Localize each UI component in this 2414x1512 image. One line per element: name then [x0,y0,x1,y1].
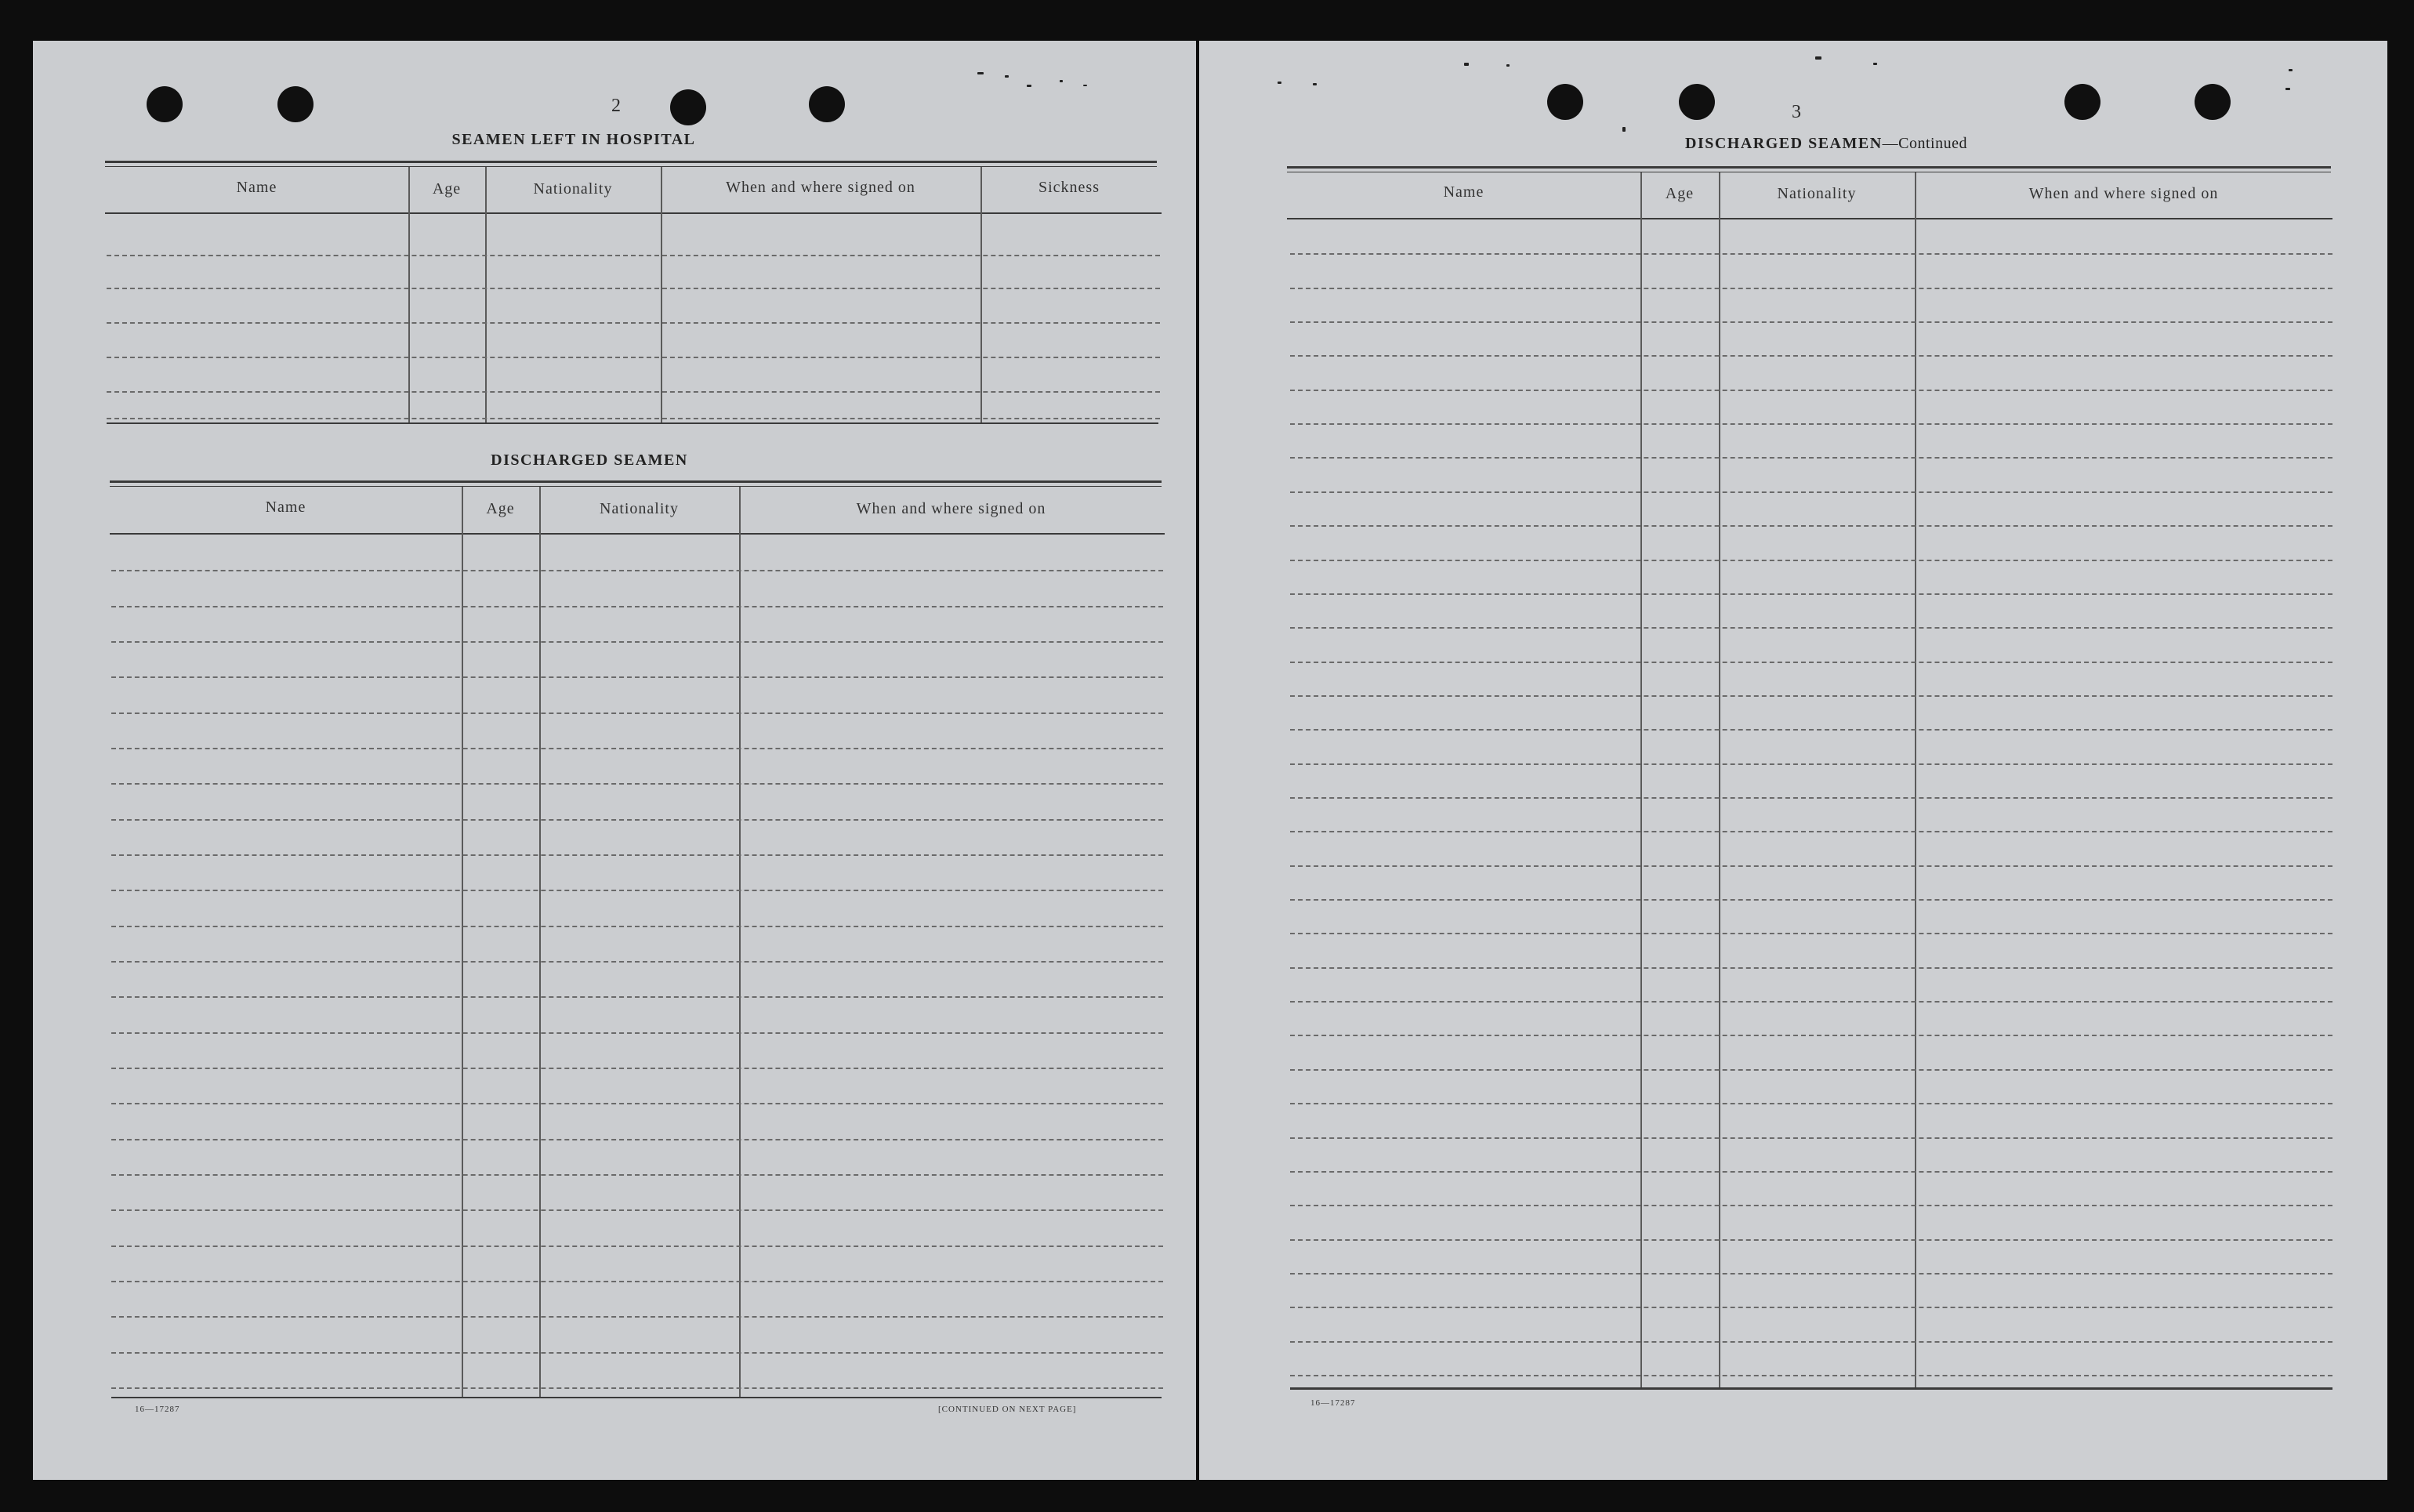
table-row [1290,627,2332,629]
column-divider [462,487,463,1397]
table-row [111,1387,1163,1389]
column-header-sickness: Sickness [1038,179,1100,196]
table-row [111,1352,1163,1354]
table-row [1290,593,2332,595]
table-row [111,606,1163,607]
table-row [1290,1273,2332,1275]
table-row [111,641,1163,643]
table-row [1290,321,2332,323]
page-number: 3 [1792,102,1801,122]
table-row [107,322,1160,324]
table-row [107,255,1160,256]
scan-speck [1005,75,1009,78]
table-row [1290,390,2332,391]
table-row [1290,967,2332,969]
table-bottom-rule [107,422,1158,424]
table-row [1290,1035,2332,1036]
table-row [111,1316,1163,1318]
table-row [1290,560,2332,561]
table-row [1290,457,2332,459]
column-header-age: Age [486,500,515,517]
table-row [1290,253,2332,255]
scan-speck [977,72,984,74]
table-row [111,570,1163,571]
table-row [111,1103,1163,1104]
column-divider [739,487,741,1397]
table-row [107,288,1160,289]
column-header-nationality: Nationality [533,180,613,198]
form-number: 16—17287 [135,1405,180,1414]
punch-hole [1679,84,1715,120]
left-page [33,41,1196,1480]
column-header-nationality: Nationality [1777,185,1857,202]
column-divider [661,167,662,422]
column-header-age: Age [432,180,462,198]
scan-speck [1083,85,1087,86]
table-row [1290,662,2332,663]
table-row [111,1281,1163,1282]
scan-speck [1622,127,1626,132]
table-row [111,783,1163,785]
column-header-signed-on: When and where signed on [2028,185,2219,202]
column-header-name: Name [236,179,277,196]
table-row [1290,525,2332,527]
table-top-rule-thin [110,486,1162,487]
table-bottom-rule [111,1397,1162,1398]
table-row [1290,1239,2332,1241]
table-row [111,1139,1163,1140]
table-bottom-rule [1290,1387,2332,1390]
scan-speck [1027,85,1031,87]
table-row [111,996,1163,998]
table-row [1290,831,2332,832]
header-rule [110,533,1165,535]
table-row [1290,491,2332,493]
table-row [1290,1341,2332,1343]
scan-speck [1815,56,1821,60]
column-header-age: Age [1665,185,1695,202]
table-row [1290,899,2332,901]
punch-hole [2195,84,2231,120]
punch-hole [147,86,183,122]
table-row [1290,865,2332,867]
scan-speck [2289,69,2293,71]
column-header-signed-on: When and where signed on [856,500,1046,517]
table-row [1290,1001,2332,1003]
discharged-section-title: DISCHARGED SEAMEN [491,451,688,469]
punch-hole [2064,84,2100,120]
table-row [1290,695,2332,697]
scan-speck [1313,83,1317,85]
column-header-name: Name [265,499,306,516]
column-divider [539,487,541,1397]
table-row [1290,797,2332,799]
table-row [111,890,1163,891]
column-divider [980,167,982,422]
hospital-section-title: SEAMEN LEFT IN HOSPITAL [451,131,696,148]
table-top-rule [1287,166,2331,169]
table-row [1290,1137,2332,1139]
punch-hole [277,86,314,122]
punch-hole [670,89,706,125]
table-row [1290,1103,2332,1104]
continued-note: [CONTINUED ON NEXT PAGE] [938,1405,1077,1414]
table-row [111,926,1163,927]
column-header-signed-on: When and where signed on [726,179,915,196]
table-row [111,1032,1163,1034]
table-row [1290,1171,2332,1173]
table-top-rule-thin [105,166,1157,167]
table-row [111,1174,1163,1176]
column-header-nationality: Nationality [600,500,679,517]
header-rule [1287,218,2332,219]
table-row [111,1245,1163,1247]
table-top-rule [110,480,1162,483]
discharged-continued-title [1622,135,1967,153]
table-row [107,418,1160,419]
table-row [111,854,1163,856]
table-row [1290,729,2332,731]
punch-hole [809,86,845,122]
column-divider [485,167,487,422]
column-header-name: Name [1443,183,1484,201]
scan-speck [1278,82,1281,84]
section-title-suffix: —Continued [1882,135,1967,152]
scan-speck [1464,63,1469,66]
right-page [1199,41,2387,1480]
punch-hole [1547,84,1583,120]
column-divider [408,167,410,422]
table-top-rule [105,161,1157,163]
scan-speck [1506,64,1510,67]
table-row [1290,1307,2332,1308]
table-row [1290,423,2332,425]
table-row [111,712,1163,714]
scan-speck [1060,80,1063,82]
table-row [111,676,1163,678]
table-row [1290,933,2332,934]
header-rule [105,212,1162,214]
table-row [1290,763,2332,765]
table-row [1290,355,2332,357]
page-number: 2 [611,96,621,116]
table-row [1290,288,2332,289]
table-row [111,1209,1163,1211]
table-row [111,819,1163,821]
table-row [111,961,1163,963]
table-row [107,391,1160,393]
table-row [111,1068,1163,1069]
form-number: 16—17287 [1310,1398,1356,1408]
table-row [107,357,1160,358]
table-row [111,748,1163,749]
table-row [1290,1205,2332,1206]
scan-speck [2285,88,2290,90]
scan-speck [1873,63,1877,65]
section-title-text: DISCHARGED SEAMEN [1685,135,1883,152]
table-row [1290,1375,2332,1376]
table-row [1290,1069,2332,1071]
